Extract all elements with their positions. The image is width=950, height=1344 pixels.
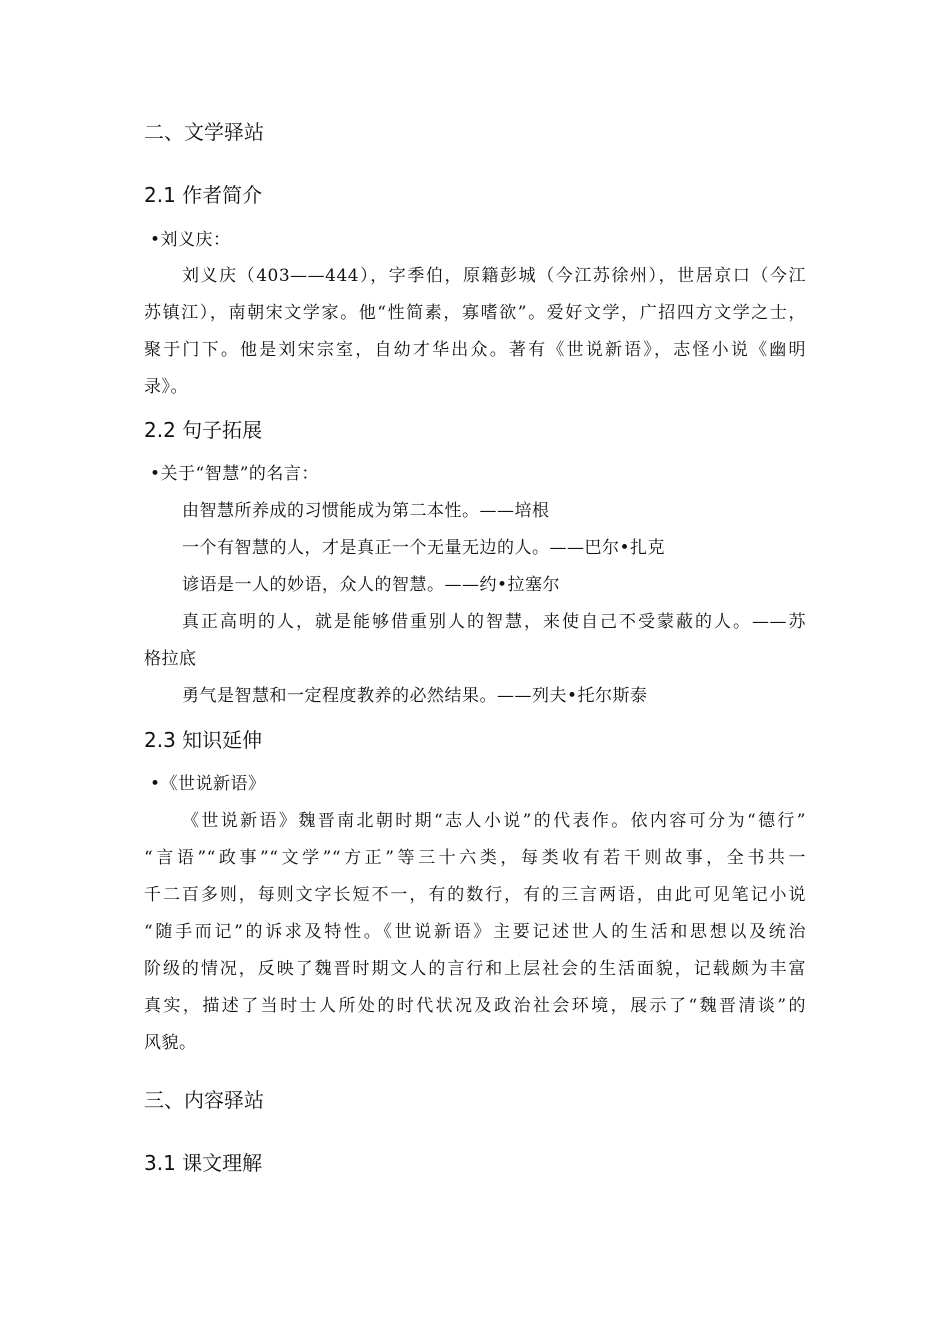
author-para-line-1: 刘义庆（403——444），字季伯，原籍彭城（今江苏徐州），世居京口（今江 <box>182 266 806 286</box>
subsection-title-text-understanding: 3.1 课文理解 <box>144 1151 263 1175</box>
knowledge-para-line-3: 千二百多则，每则文字长短不一，有的数行，有的三言两语，由此可见笔记小说 <box>144 885 806 905</box>
quote-item-continuation: 格拉底 <box>144 649 197 669</box>
subsection-title-knowledge: 2.3 知识延伸 <box>144 728 263 752</box>
bullet-author-name: •刘义庆： <box>150 230 231 250</box>
author-para-line-2: 苏镇江），南朝宋文学家。他“性简素，寡嗜欲”。爱好文学，广招四方文学之士， <box>144 303 806 323</box>
section-title-content: 三、内容驿站 <box>144 1088 264 1112</box>
knowledge-para-line-2: “言语”“政事”“文学”“方正”等三十六类，每类收有若干则故事，全书共一 <box>144 848 806 868</box>
author-para-line-3: 聚于门下。他是刘宋宗室，自幼才华出众。著有《世说新语》，志怪小说《幽明 <box>144 340 806 360</box>
knowledge-para-line-7: 风貌。 <box>144 1033 197 1053</box>
author-para-line-4: 录》。 <box>144 377 188 397</box>
knowledge-para-line-4: “随手而记”的诉求及特性。《世说新语》主要记述世人的生活和思想以及统治 <box>144 922 806 942</box>
quote-item: 勇气是智慧和一定程度教养的必然结果。——列夫•托尔斯泰 <box>182 686 648 706</box>
section-title-literature: 二、文学驿站 <box>144 120 264 144</box>
quote-item: 一个有智慧的人，才是真正一个无量无边的人。——巴尔•扎克 <box>182 538 666 558</box>
quote-item: 谚语是一人的妙语，众人的智慧。——约•拉塞尔 <box>182 575 561 595</box>
knowledge-para-line-6: 真实，描述了当时士人所处的时代状况及政治社会环境，展示了“魏晋清谈”的 <box>144 996 806 1016</box>
subsection-title-sentences: 2.2 句子拓展 <box>144 418 263 442</box>
bullet-shishuoxinyu: •《世说新语》 <box>150 774 266 794</box>
bullet-wisdom-quotes: •关于“智慧”的名言： <box>150 464 319 484</box>
knowledge-para-line-1: 《世说新语》魏晋南北朝时期“志人小说”的代表作。依内容可分为“德行” <box>182 811 806 831</box>
quote-item: 由智慧所养成的习惯能成为第二本性。——培根 <box>182 501 550 521</box>
knowledge-para-line-5: 阶级的情况，反映了魏晋时期文人的言行和上层社会的生活面貌，记载颇为丰富 <box>144 959 806 979</box>
subsection-title-author: 2.1 作者简介 <box>144 183 263 207</box>
quote-item: 真正高明的人，就是能够借重别人的智慧，来使自己不受蒙蔽的人。——苏 <box>182 612 806 632</box>
